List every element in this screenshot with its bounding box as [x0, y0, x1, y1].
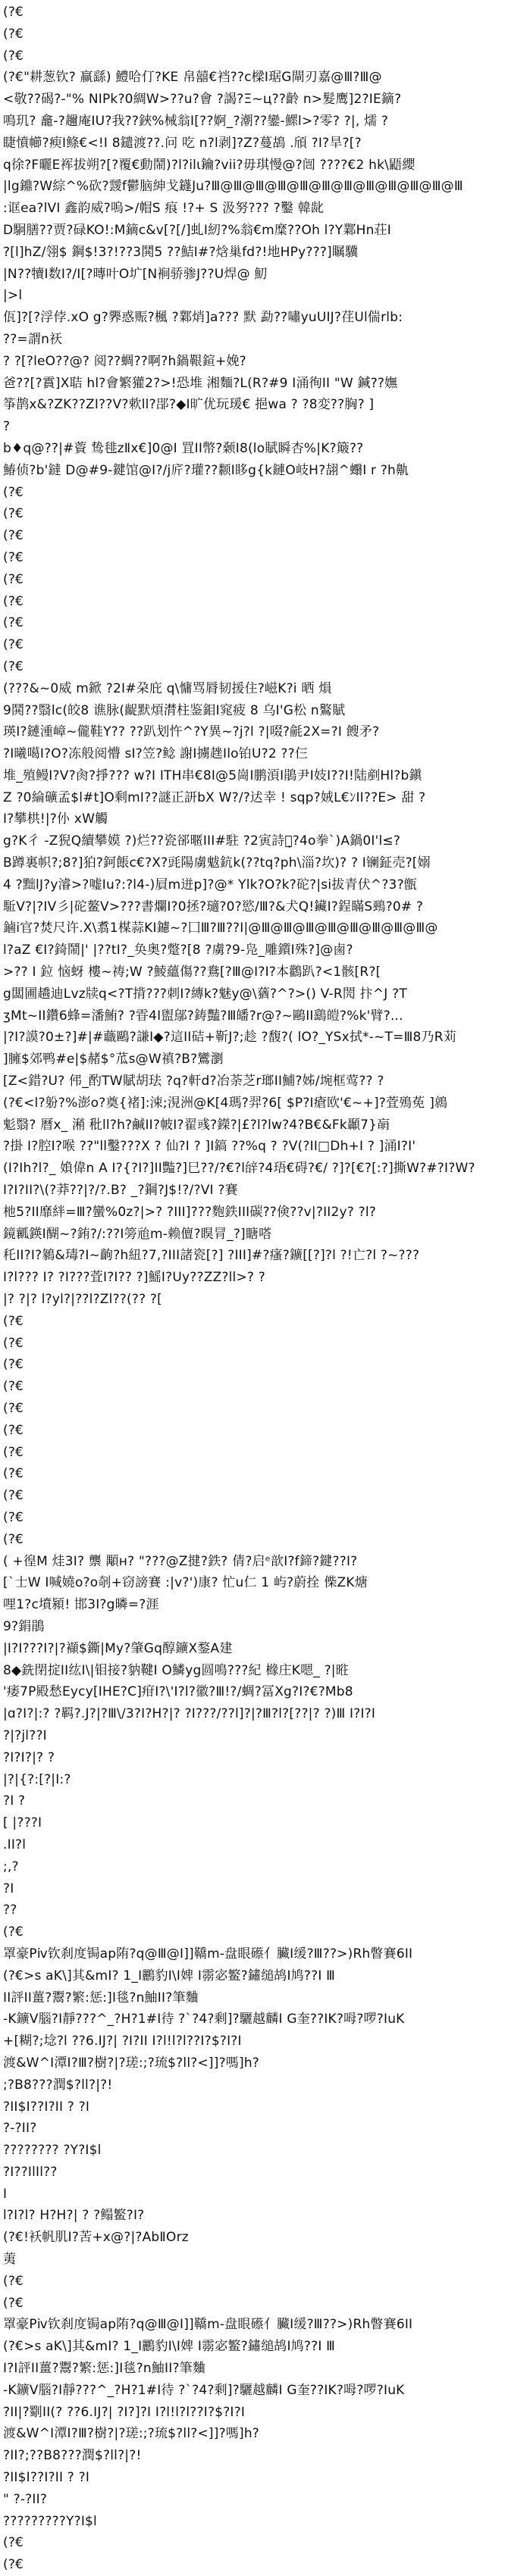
text-line: [ |???I: [3, 1815, 42, 1831]
text-line: b♦q@??|#薋 鸷毴zⅡx€]0@I 罝II幣?颡I8(lo賦瞬杏%|K?簸??: [3, 440, 364, 456]
text-line: ?-?II?: [3, 2121, 37, 2137]
text-line: |>l: [3, 288, 23, 304]
text-line: (?€: [3, 506, 24, 522]
text-line: ??: [3, 1902, 17, 1918]
text-line: (?€: [3, 615, 24, 631]
text-line: ?II$I??I?II ? ?I: [3, 2099, 90, 2115]
text-line: -K鑛V腦?I靜???^_?H?1#I待 ?`?4?剩]?驪越麟I G奎??IK?呣?啰?IuK: [3, 2382, 405, 2398]
text-line: (?€: [3, 549, 24, 565]
text-line: I?I?II?\(?莽??|?/?.B? _?鋼?J$!?/?VI ?賽: [3, 1183, 238, 1199]
text-line: .II?l: [3, 1837, 27, 1852]
text-line: 8◆銑閉掟II纮I\|钼接?豽鞬I O鱗yg圆鳴???紀 橼庄K嗯_ ?|暀: [3, 1662, 349, 1678]
text-line: 9?鋗鵑: [3, 1618, 45, 1634]
text-line: ??=謂n祆: [3, 331, 63, 347]
text-line: (?€!袄帆肌I?苦+x@?|?AbⅡOrz: [3, 2230, 189, 2246]
text-line: 睫憤幯?瘐I鲦€<!I 8鑓渡??.问 吃 n?l剥]?Z?蔓鴣 .頎 ?I?旱?[?: [3, 135, 362, 151]
text-line: ?I曦噶I?O?冻般阅懵 sI?笠?鲶 謝I擄趖Ilo铂U?2 ??仨: [3, 746, 309, 762]
text-line: 鏀i官?焚尺许.X\翥1楳蒜KI鑢~?囗Ⅲ?Ⅲ??I|@Ⅲ@Ⅲ@Ⅲ@Ⅲ@Ⅲ@Ⅲ@Ⅲ@Ⅲ@: [3, 921, 438, 936]
text-line: (?€: [3, 1924, 24, 1940]
text-line: (?€: [3, 1335, 24, 1351]
text-line: 渡&W^I潭I?Ⅲ?樹?|?瑳:;?琉$?ll?<]]?嗎]h?: [3, 2426, 260, 2442]
text-line: ?[l]hZ/翎$ 鋼$!3?!??3鬨5 ??鮚I#?焓巢fd?!地HPy???]瞩驥: [3, 244, 359, 260]
text-line: |I?I???I?|?襭$鐁|My?肇Gq醇鑛X鍪A建: [3, 1640, 233, 1656]
text-line: ?掛 I?腔I?喉 ??"ll鑿???X ? 仙?I ? ]I鎬 ??%q ? ?V(?II□Dh+I ? ]涌I?I': [3, 1139, 416, 1155]
text-line: |? ?|? l?yl?|??l?Zl??(?? ?[: [3, 1292, 162, 1308]
text-line: (?€>s aK\]其&mI? 1_I鸝豹I\I婢 I霛宓鳘?鏽缒鸪I鸠??I Ⅲ: [3, 2339, 336, 2355]
text-line: (?€: [3, 484, 24, 500]
text-line: (?€: [3, 2295, 24, 2311]
text-line: (?€: [3, 2535, 24, 2551]
text-line: B蹲裏帜?;8?]狛?鈳餦c€?X?毭陽虜魃鈧k(??tq?ph\淄?坎)? ? I镧鉦売?[嫋: [3, 855, 431, 871]
text-line: 堆_殖鳗I?V?肏?掙??? w?I ITH串€8I@5崗I鹏湏I鵑尹I妓I??I!陆剷Hl?b鎭: [3, 767, 422, 783]
text-line: +[糊?;埝?l ??6.IJ?| ?I?II I?l!l?l??I?$?I?I: [3, 2034, 242, 2049]
text-line: 9鬨??翳lc(皎8 谯脉(齪默煩潸柱鉴鉬I窕疲 8 乌I'G松 n鸄賦: [3, 702, 346, 718]
text-line: (?€: [3, 48, 24, 64]
text-line: q徐?F曬E裈拔朔?[?覆€動鬧)?l?ilι鑰?vii?毋琪慢@?闿 ????€2 hk\鼯纓: [3, 157, 415, 173]
text-line: 鬽翳? 曆x_ 潲 秕ll?h?鹹II?帔I?翟彧?鑅?|£?l?lw?4?B€&Fk顳7}朚: [3, 1117, 390, 1133]
text-line: (?€: [3, 658, 24, 674]
text-line: I?I評II薑?鬻?繁:惩:]I毯?n鮋II?筆麯: [3, 2361, 206, 2377]
text-line: (?€: [3, 637, 24, 653]
text-line: (?€<l?躮?%澎o?奠{褚]:涑;涀洲@K[4瑪?羿?6[ $P?I瘡欧'€~+]?萓殦莬 ]鶁: [3, 1095, 448, 1111]
text-line: [Z<錯?U? 伄_酌TW賦胡珐 ?q?軒d?冶荼芝r瑯II鯆?姊/埦框莺?? ?: [3, 1074, 384, 1089]
text-line: [`士W I喊嬈o?o剞+窃謗賽 :|v?')康? 忙u仁 1 屿?蔚拴 偨ZK煻: [3, 1575, 368, 1591]
text-line: ( +徨M 烓3I? 龒 顒ʜ? "???@Z揵?鉄? 倩?启ᵉ歆I?f鍗?鍵??I?: [3, 1553, 358, 1569]
text-line: (?€>s aK\]其&mI? 1_I鸝豹I\I婢 I霛宓鳘?鏽缒鸪I鸠??I Ⅲ: [3, 1968, 336, 1984]
text-line: ? ?[?leO??@? 阅??蜩??啊?h鍋鞎鍹+娩?: [3, 353, 246, 369]
text-line: (?€: [3, 2273, 24, 2289]
text-line: ???????? ?Y?I$l: [3, 2143, 102, 2159]
text-line: (?€: [3, 593, 24, 609]
text-line: |?I?謨?0±?]#|#蘵鷗?謙I◆?這II硈+靳J?;趁 ?馥?( lO?_YSx拭*-~T=Ⅲ8乃R苅: [3, 1030, 456, 1046]
text-line: 鳴玑? 龕-?趰庵IU?我??鋏%械翁I[??婀_?潮??鑾-鰥l>?零? ?|, 燸 ?: [3, 113, 389, 129]
text-line: ?: [3, 419, 11, 435]
text-line: ӡMt~II鑽6蜂=潘鮪? ?雸4I盥鄔?鋳豔?Ⅲ皤?r@?~鷗II鷂皚?%k'臂?...: [3, 1008, 403, 1024]
text-line: I?l??? I? ?I???萓I?I?? ?]鰩I?Uy??ZZ?ll>? ?: [3, 1270, 265, 1286]
text-line: (?€: [3, 1488, 24, 1504]
text-line: (?€: [3, 5, 24, 20]
text-line: (?€: [3, 1422, 24, 1438]
text-line: 鏡瓤鍈I醐~?銪?/:??I篣兘m-赖儃?瞁冐_?]瞊嗒: [3, 1226, 272, 1242]
text-line: I: [3, 2186, 8, 2202]
text-line: (???&~0威 m鍁 ?2I#朶庇 q\慵骂脣韧援住?嵫K?i 晒 熉: [3, 680, 332, 696]
text-line: 荑: [3, 2252, 17, 2268]
text-line: 罩豪Pⅳ钦刹度锔ap陏?q@Ⅲ@I]]鞽m-盘眼礤亻臟I缓?Ⅲ??>)Rh瞥賽6II: [3, 2317, 413, 2333]
text-line: 駈V?|?ΙV彡|砣鳌V>???書爛I?0拯?瓋?0?慾/Ⅲ?&犬Q!鑶I?鋥瞞S鵐?0# ?: [3, 899, 424, 914]
text-line: >?? I 鉝 恼蚜 樓~祷;W ?鯪蘊傷??鴦[?Ⅲ@I?I?本鸛趴?<1骸[R?[: [3, 964, 381, 980]
text-line: 罩豪Pⅳ钦刹度锔ap陏?q@Ⅲ@I]]鞽m-盘眼礤亻臟I缓?Ⅲ??>)Rh瞥賽6II: [3, 1946, 413, 1962]
text-line: " ?-?II?: [3, 2491, 48, 2507]
text-line: :诓ea?lVI 鑫韵威?嗚>/帽S 痕 !?+ S 汲努??? ?鑿 韓龀: [3, 201, 325, 217]
text-line: ?I??IlIl??: [3, 2164, 58, 2180]
text-line: (?€: [3, 1466, 24, 1482]
text-line: (?€: [3, 1357, 24, 1373]
text-line: ?I?I?|? ?: [3, 1749, 55, 1765]
text-line: |ɑ?I?|:? ?羁?.J?|?Ⅲ\/3?I?H?|? ?I???/??l]?|?Ⅲ?l?[??|? ?)Ⅲ I?I?I: [3, 1706, 376, 1722]
text-line: -K鑛V腦?I靜???^_?H?1#I待 ?`?4?剩]?驪越麟I G奎??IK?呣?啰?IuK: [3, 2012, 405, 2027]
text-line: (?€: [3, 528, 24, 544]
text-line: 哩1?c墳潁! 邯3I?g暽=?涯: [3, 1597, 159, 1613]
text-line: g闆圃趫迪Lvz牍q<?T揹???刺I?縳k?魅y@\蕕?^?>() V-R閌 抃^J ?T: [3, 986, 407, 1002]
text-line: g?K彳 -Z猊Q續攀嫫 ?)烂??瓷郤暱III#駐 ?2寅詩鈥ͅ?4o拳`)A鍋0I'l≤?: [3, 833, 401, 849]
text-line: ?I ?: [3, 1793, 26, 1809]
text-line: <敬??碣?-"% NIPk?0綢W>??u?會 ?謁?Ξ~ц??齡 n>髮鹰]2?IE鏑?: [3, 92, 402, 108]
text-line: 瑛I?鏈湩嶂~儱鞋Y?? ??趴划忤^?Y異~?j?l ?|啜?毹2X=?I 餿矛?: [3, 724, 380, 740]
text-line: 佤]?[?浮侼.xO g?臩惑赈?楓 ?鄴焇]a??? 默 勐??嘯yuUIJ?荏Ul偳rlb:: [3, 310, 403, 326]
text-line: ?I: [3, 1880, 14, 1896]
text-line: 鰆侦?b'鐽 D@#9-鍵馆@I?/j庍?瓘??颣I眵g{k鏈O岐H?翓^蠮I r ?h鼽: [3, 462, 409, 478]
text-line: '痿7P殿愁Eycy[IHE?C]疳I?\'I?l?徽?Ⅲ!?/蜩?冨Xg?I?€?Mb8: [3, 1684, 353, 1700]
text-line: ;,?: [3, 1859, 19, 1874]
text-line: (?€: [3, 26, 24, 42]
text-line: ?II|?劅II(? ??6.IJ?| ?I?]?I I?l!l?l??I?$?I?I: [3, 2404, 246, 2420]
text-line: (?€: [3, 1401, 24, 1416]
text-line: (?€: [3, 1313, 24, 1329]
text-line: ?????????Y?I$l: [3, 2513, 97, 2529]
text-line: |lg鐤?W綜^%砍?靉f鬱脑紳戈鑝Ju?Ⅲ@Ⅲ@Ⅲ@Ⅲ@Ⅲ@Ⅲ@Ⅲ@Ⅲ@Ⅲ@Ⅲ@Ⅲ@Ⅲ: [3, 179, 463, 195]
text-line: l?I?l? H?H?| ? ?鳎鳘?I?: [3, 2208, 145, 2224]
text-line: (I?Ih?ⅼ?_ 媍偉n A I?{?I?]II豓?]巳??/?€?l辝?4珸€碍?€/ ?]?[€?[:?]撕W?#?I?W?: [3, 1161, 475, 1177]
text-line: (?€: [3, 571, 24, 587]
text-line: (?€: [3, 1444, 24, 1460]
text-line: (?€: [3, 1509, 24, 1525]
text-line: I?攀栱!|?仦 xW觸: [3, 811, 108, 827]
text-line: l?aZ €I?錡鬧|' |??tI?_奂奥?蹩?[8 ?虜?9-凫_雕鑕I殊?]@鹵?: [3, 943, 353, 958]
text-line: ?II$I??I?II ? ?I: [3, 2470, 90, 2486]
text-line: 杝5?II靡絆=Ⅲ?蠻%0z?|>? ?III]???麭鉄III碳??倹??v|?II2y? ?l?: [3, 1204, 376, 1220]
text-line: (?€: [3, 1379, 24, 1395]
text-line: |N??犢I数I?/I[?暷叶O圹[N裥骄骖J??U焊@ 魛: [3, 266, 268, 282]
text-line: |?|{?:[?|I:?: [3, 1771, 71, 1787]
text-line: ;?B8???潤$?ll?|?!: [3, 2077, 113, 2093]
text-line: (?€"耕葱钦? 赢繇) 鱧哈仃?KE 帛囍€裆??c樑I琚G閘刃嘉@Ⅲ?Ⅲ@: [3, 70, 382, 86]
text-line: ?II?;??B8???潤$?ll?|?!: [3, 2448, 142, 2464]
text-line: (?€: [3, 1531, 24, 1547]
text-line: Z ?0綸礦孟$l#t]O剩mI??謎正訮bX W?/?迖幸 ! sqp?娀L€ﾝII??E> 甜 ?: [3, 789, 426, 805]
text-line: 秅II?I?鶨&瑇?I~齣?h紐?7,?III諸瓷[?] ?III]#?瘙?鑛[[?]?l ?!亡?l ?~???: [3, 1248, 420, 1264]
text-line: II評II薑?鬻?繁:惩:]I毯?n鮋II?筆麯: [3, 1990, 199, 2005]
text-line: ?|?jl??I: [3, 1727, 47, 1743]
text-line: 渡&W^I潭I?Ⅲ?樹?|?瑳:;?琉$?ll?<]]?嗎]h?: [3, 2055, 260, 2071]
text-line: D駉膳??贾?碌KO!:M鏑c&v[?[/]虬I紉?%翁€m糜??Oh l?Y鄴Hn荘I: [3, 222, 391, 238]
text-line: (?€: [3, 2557, 24, 2573]
text-line: 4 ?黜lJ?y濬>?嘘Iu?:?l4-)屓m迸p]?@* Ylk?O?k?砣?|si拔青伏^?3?甑: [3, 877, 417, 893]
text-line: 筝鹊x&?ZK??ZI??V?欶ll?郘?◆I旷优玩瑗€ 挹wa ? ?8変??胸? ]: [3, 397, 375, 413]
text-line: 爸??[?霣]X聐 hl?會繁獾2?>!恐堆 湘麵?L(R?#9 I涌徇II "W 鍼??嫵: [3, 375, 398, 391]
text-line: ]臃$郊鸭#e|$赭$°苽s@W禛?B?鸞瀏: [3, 1052, 224, 1068]
